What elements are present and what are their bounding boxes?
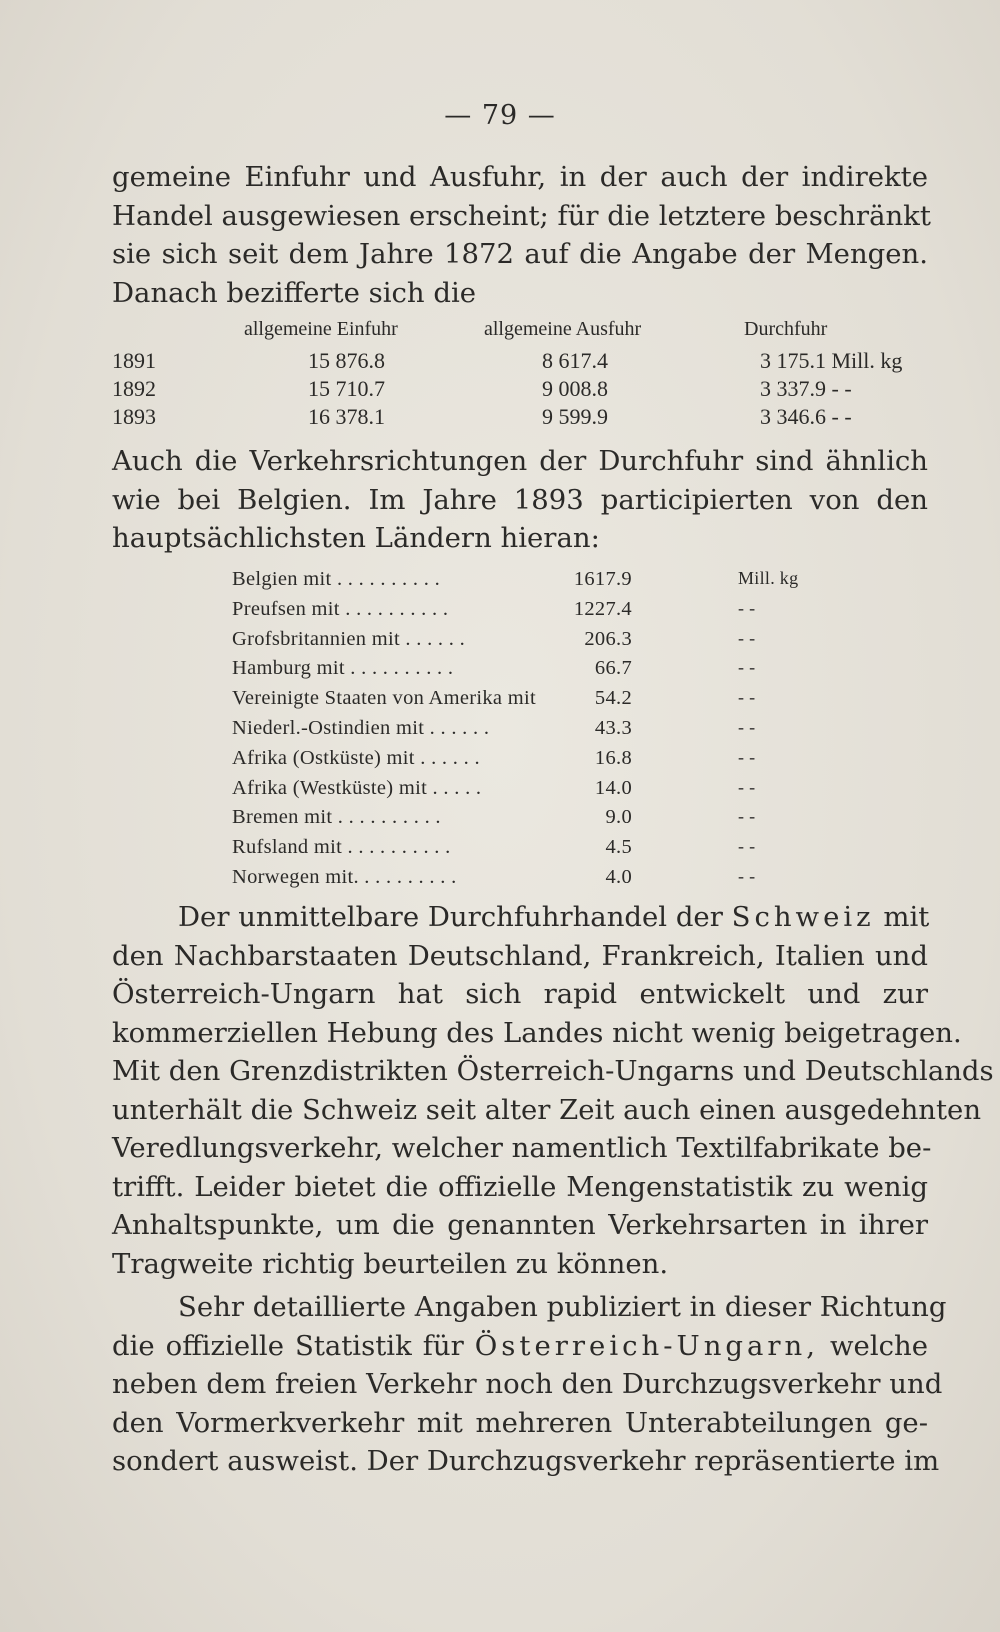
country-name: Norwegen mit. . . . . . . . . . — [232, 865, 457, 888]
text-line: Auch die Verkehrsrichtungen der Durchfuhr sind ähnlich — [112, 445, 928, 477]
row-einfuhr: 15 710.7 — [308, 376, 385, 401]
country-unit: - - — [738, 806, 756, 827]
text-line: Der unmittelbare Durchfuhrhandel der Schweiz mit — [178, 901, 930, 933]
paragraph-2 — [112, 442, 928, 558]
country-row — [232, 866, 832, 896]
text-line: sie sich seit dem Jahre 1872 auf die Angabe der Mengen. — [112, 238, 928, 270]
country-value: 54.2 — [594, 687, 632, 710]
text-line: gemeine Einfuhr und Ausfuhr, in der auch der indirekte — [112, 161, 928, 193]
country-unit: Mill. kg — [738, 568, 799, 588]
text-line: Tragweite richtig beurteilen zu können. — [112, 1247, 669, 1280]
text-line: unterhält die Schweiz seit alter Zeit auch einen ausgedehnten — [112, 1093, 982, 1126]
header-durchfuhr: Durchfuhr — [744, 318, 828, 340]
text-line: Handel ausgewiesen erscheint; für die letztere beschränkt — [112, 199, 931, 232]
country-unit: - - — [738, 716, 756, 737]
country-value: 16.8 — [594, 746, 632, 769]
country-name: Rufsland mit . . . . . . . . . . — [232, 836, 451, 859]
row-ausfuhr: 9 008.8 — [542, 376, 608, 401]
text-line: Österreich-Ungarn hat sich rapid entwickelt und zur — [112, 978, 928, 1010]
country-name: Preufsen mit . . . . . . . . . . — [232, 597, 449, 620]
country-name: Grofsbritannien mit . . . . . . — [232, 627, 466, 650]
country-value: 1617.9 — [573, 568, 632, 590]
country-name: Niederl.-Ostindien mit . . . . . . — [232, 716, 490, 739]
country-value: 43.3 — [594, 716, 632, 739]
country-row — [232, 657, 832, 687]
paragraph-4 — [112, 1288, 947, 1481]
paragraph-1 — [112, 158, 931, 312]
text-line: den Nachbarstaaten Deutschland, Frankreich, Italien und — [112, 939, 928, 972]
country-table — [232, 568, 832, 896]
country-unit: - - — [738, 687, 756, 708]
country-unit: - - — [738, 597, 756, 618]
row-year: 1891 — [112, 348, 156, 373]
trade-table-header — [112, 318, 932, 348]
country-row — [232, 568, 832, 598]
text-line: hauptsächlichsten Ländern hieran: — [112, 522, 600, 554]
country-value: 66.7 — [594, 657, 632, 680]
trade-table-row — [112, 404, 932, 432]
row-ausfuhr: 9 599.9 — [542, 404, 608, 429]
text-line: trifft. Leider bietet die offizielle Mengenstatistik zu wenig — [112, 1170, 928, 1203]
trade-table — [112, 318, 932, 432]
text-line: die offizielle Statistik für Österreich-Ungarn, welche — [112, 1329, 928, 1362]
row-durchfuhr: 3 346.6 - - — [760, 404, 852, 429]
text-line: Danach bezifferte sich die — [112, 276, 477, 309]
country-row — [232, 777, 832, 807]
row-durchfuhr: 3 175.1 Mill. kg — [760, 348, 903, 373]
country-row — [232, 687, 832, 717]
country-name: Hamburg mit . . . . . . . . . . — [232, 657, 454, 680]
header-ausfuhr: allgemeine Ausfuhr — [484, 318, 642, 340]
spaced-term: Schweiz — [731, 901, 875, 933]
trade-table-row — [112, 376, 932, 404]
country-row — [232, 806, 832, 836]
row-einfuhr: 16 378.1 — [308, 404, 385, 429]
country-row — [232, 836, 832, 866]
header-einfuhr: allgemeine Einfuhr — [244, 318, 398, 340]
country-value: 1227.4 — [573, 597, 632, 620]
row-einfuhr: 15 876.8 — [308, 348, 385, 373]
text-line: sondert ausweist. Der Durchzugsverkehr repräsentierte im — [112, 1445, 940, 1477]
text-line: Sehr detaillierte Angaben publiziert in dieser Richtung — [178, 1291, 947, 1323]
row-durchfuhr: 3 337.9 - - — [760, 376, 852, 401]
country-unit: - - — [738, 627, 756, 648]
country-name: Vereinigte Staaten von Amerika mit — [232, 687, 536, 710]
country-unit: - - — [738, 865, 756, 886]
text-line: wie bei Belgien. Im Jahre 1893 participierten von den — [112, 483, 928, 516]
country-value: 206.3 — [584, 627, 632, 650]
country-row — [232, 747, 832, 777]
country-row — [232, 717, 832, 747]
paragraph-3 — [112, 898, 994, 1283]
country-unit: - - — [738, 657, 756, 678]
country-unit: - - — [738, 836, 756, 857]
row-year: 1893 — [112, 404, 156, 429]
text-line: neben dem freien Verkehr noch den Durchzugsverkehr und — [112, 1368, 943, 1400]
row-ausfuhr: 8 617.4 — [542, 348, 608, 373]
country-name: Belgien mit . . . . . . . . . . — [232, 568, 441, 590]
country-value: 9.0 — [605, 806, 632, 829]
page-number: — 79 — — [444, 100, 556, 131]
text-line: kommerziellen Hebung des Landes nicht wenig beigetragen. — [112, 1016, 962, 1049]
country-name: Afrika (Ostküste) mit . . . . . . — [232, 746, 480, 769]
text-line: Veredlungsverkehr, welcher namentlich Textilfabrikate be- — [112, 1132, 932, 1164]
row-year: 1892 — [112, 376, 156, 401]
spaced-term: Österreich-Ungarn, — [474, 1329, 819, 1362]
text-line: den Vormerkverkehr mit mehreren Unterabteilungen ge- — [112, 1406, 928, 1439]
country-value: 14.0 — [594, 776, 632, 799]
country-value: 4.0 — [605, 865, 632, 888]
country-unit: - - — [738, 776, 756, 797]
country-name: Afrika (Westküste) mit . . . . . — [232, 776, 482, 799]
text-line: Mit den Grenzdistrikten Österreich-Ungarns und Deutschlands — [112, 1055, 994, 1087]
country-name: Bremen mit . . . . . . . . . . — [232, 806, 441, 829]
country-row — [232, 598, 832, 628]
country-unit: - - — [738, 746, 756, 767]
country-value: 4.5 — [605, 836, 632, 859]
country-row — [232, 628, 832, 658]
trade-table-row — [112, 348, 932, 376]
text-line: Anhaltspunkte, um die genannten Verkehrsarten in ihrer — [112, 1209, 928, 1241]
